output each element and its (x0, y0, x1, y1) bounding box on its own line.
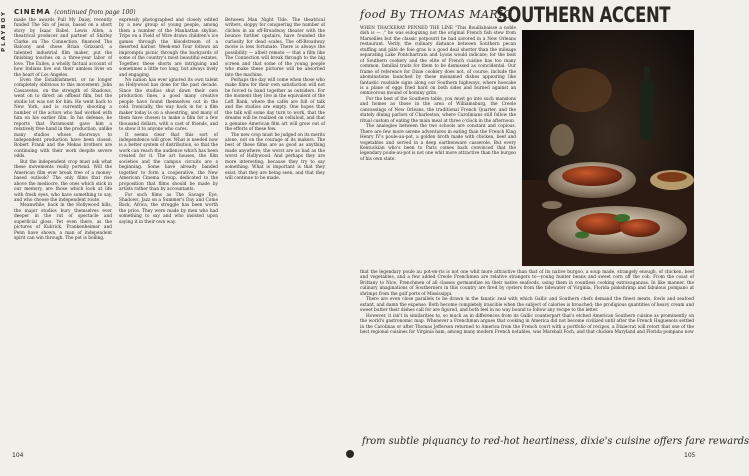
paragraph: Even the Establishment, or no longer completely oblivious to this movement. John Cassavetes, on the strength of Shadows, went on to direct an offbeat film, but the studio lot was not for him. He went back to New York, and is currently shooting a number of the actors who had worked with him on his earlier film. In his defense, he reports that Paramount gave him a relatively free hand in the production, unlike many studios whose doorways to independent production have been closed. Robert Frank and the Mekas brothers are continuing with their work despite severe odds. (14, 77, 112, 160)
paragraph: However, it isn't in similarities to, so much as in differences from its Gallic counterpart that's etched American Southern cuisine as prominently on the world's gastronomic map. Whenever a Frenchman argues that cooking in America did not become civilized until after the French Huguenots settled in the Carolinas or after Thomas Jefferson returned to America from the French court with a portfolio of recipes, a Dixiecrat will retort that one of the best regional cuisines for Virginia ham, among many modern French notables, was Marshall Foch, and that chicken Maryland and Florida pompano now (360, 313, 694, 335)
paragraph: The new crop must be judged on its merits alone, not on the courage of its makers. The best of these films are as good as anything made anywhere; the worst are as bad as the worst of Hollywood. And perhaps they are more interesting, because they try to say something. What is important is that they exist, that they are being seen, and that they will continue to be made. (225, 132, 325, 182)
paragraph: But the independent crop must ask what these movements really portend. Will the American film ever break free of a money-based outlook? The only films that rise above the mediocre, the ones which stick in our memory, are those which look at life with fresh eyes, who have something to say, and who choose the independent route. (14, 159, 112, 203)
article-title: SOUTHERN ACCENT (496, 3, 671, 27)
byline: food By THOMAS MARIO (360, 8, 513, 21)
paragraph: Meanwhile, back in the Hollywood hills, the major studios bury themselves ever deeper in the rut of spectacle and superficial gloss. Yet even there, as the pictures of Kubrick, Frankenheimer and Penn have shown, a man of independent spirit can win through. The pot is boiling. (14, 203, 112, 242)
section-continued: (continued from page 100) (54, 9, 136, 16)
paragraph: No nation has ever ignored its own talent as Hollywood has done for the past decade. Since the studios shut down their own production lines, a good many creative people have found themselves out in the cold. Ironically, the way back in for a film maker today is on a shoestring, and many of them have chosen to make a film for a few thousand dollars, with a cast of friends, and to show it to anyone who cares. (119, 77, 218, 133)
left-column-3 (225, 18, 325, 443)
paragraph: For the best of the Southern table, you must go into such mansions and homes as those in the area of Williamsburg, the Creole canvassings of New Orleans, the traditional French Quarter, and the stately dining parlors of Charleston, where Carolinians still follow the ritual custom of eating the main meal at three o'clock in the afternoon. (360, 96, 516, 124)
left-page-number: 104 (12, 452, 24, 459)
paragraph: For such films as The Savage Eye, Shadows, Jazz on a Summer's Day and Come Back, Africa, the struggle has been worth the price. They were made by men who had something to say and who insisted upon saying it in their own way. (119, 192, 218, 225)
paragraph: It seems clear that this sort of independence will grow. What is needed now is a better system of distribution, so that the work can reach the audience which has been created for it. The art houses, the film societies and the campus circuits are a beginning. Some have already banded together to form a cooperative, the New American Cinema Group, dedicated to the proposition that films should be made by artists rather than by accountants. (119, 132, 218, 193)
section-title: CINEMA (14, 8, 51, 16)
paragraph: expressly photographed and closely edited by a new group of young people, among them a number of the Manhattan skyline. Trips on a Field of Wire draws children's ice games through the bloodstream of a deserted harbor. Week-end Tour follows an impromptu picnic through the backyards of some of the country's most beautiful estates. Together, these shorts are intriguing and sometimes a little too long, but always lively and engaging. (119, 18, 218, 78)
food-photo (522, 30, 694, 266)
right-page-number: 105 (684, 452, 696, 459)
paragraph: that the legendary poule au pot-en-ris is not one whit more attractive than that of its native burgoo, a soup made, strangely enough, of chicken, beef and vegetables, and a few added Creole Frenchmen are relative strangers to—young hunter beans and sweet corn off the cob. From the coast of Brittany to Nice, Frenchmen of all classes gormandize on their native seafoods, using them in countless cooking extravaganzas. In like manner, the culinary imaginations of Southerners in this country are fired by oysters from the tidewater of Virginia, Florida pinkshrimp and fabulous pompano at shrimps from the gulf ports of Mississippi. (360, 270, 694, 297)
spine-label: PLAYBOY (1, 10, 7, 52)
paragraph: Perhaps the day will come when those who make films for their own satisfaction will not be forced to band together as outsiders. For the moment they live in the equivalent of the Left Bank, where the cafés are full of talk and the studios are empty. One hopes that the talk will some day turn to work, that the dreams will be realized on celluloid, and that a genuine American film art will grow out of the efforts of these few. (225, 77, 325, 133)
rabbit-emblem-icon (346, 450, 354, 458)
paragraph: There are even close parallels to be drawn in the fanatic zeal with which Gallic and Southern chefs demand the finest meats, fowls and seafood extant, and damn the expense. Both become completely irascible when the subject of calories is broached; the prodigious quantities of heavy cream and sweet butter their dishes call for are figured, and both feel in no way bound to follow any recipe to the letter. (360, 297, 694, 314)
left-column-2 (119, 18, 218, 443)
right-column-wide (360, 270, 694, 430)
paragraph: WHEN THACKERAY PENNED THE LINE "This Bouillabaisse a noble dish is — ," he was eulogizing not the original French fish stew from Marseilles but the classic potpourri he had savored in a New Orleans restaurant. Verily, the culinary distance between Southern pecan stuffing and pâté de foie gras is a good deal shorter than the mileage separating Lake Pontchartrain and Lyons would indicate; for the best of Southern cookery and the elite of French cuisine has too many common, familial traits for them to be dismissed as coincidental. Our frame of reference for Dixie cookery does not, of course, include the abominations launched by these misnamed dishes appearing like fantastic roadside signs along our Southern highways, where hoecake is a plane of eggs fried hard on both sides and burned against an omnivorous mound of hominy grits. (360, 26, 516, 97)
paragraph: The analogies between the two schools are constant and copious. There are few more serene adventures in eating than the French King Henry IV's poule-au-pot, a golden broth made with chicken, beef and vegetables and served in a deep earthenware casserole. But every Kentuckian who's been to Paris comes back convinced that the legendary poule-au-pot is not one whit more attractive than the burgoo of his own state. (360, 124, 516, 162)
left-column-1 (14, 18, 112, 443)
paragraph: Between Man Night Tide. The theatrical writers, sloppy for conquering the number of clichés in an off-Broadway theater with the bounce further upstairs, have founded the curiosity for dead scales. The off-Broadway movie is less fortunate. There is always the possibility — albeit remote — that a film like The Connection will break through to the big screen and that some of the young people who make these pictures will be absorbed into the machine. (225, 18, 325, 78)
caption: from subtle piquancy to red-hot heartiness, dixie's cuisine offers fare rewards (362, 436, 749, 447)
paragraph: made the awards Pull My Daisy, recently funded The Sin of Jesus, based on a short story by Isaac Babel. Lewis Allen, a theatrical producer and partner of Shirley Clarke on The Connection, financed The Balcony and chose Brian Grizzard, a talented industrial film maker, put the finishing touches on a three-year labor of love. The Exiles, a wholly factual account of how Indians live out their aimless lives on the heart of Los Angeles. (14, 18, 112, 78)
right-column-1 (360, 26, 516, 268)
section-heading (14, 8, 136, 16)
